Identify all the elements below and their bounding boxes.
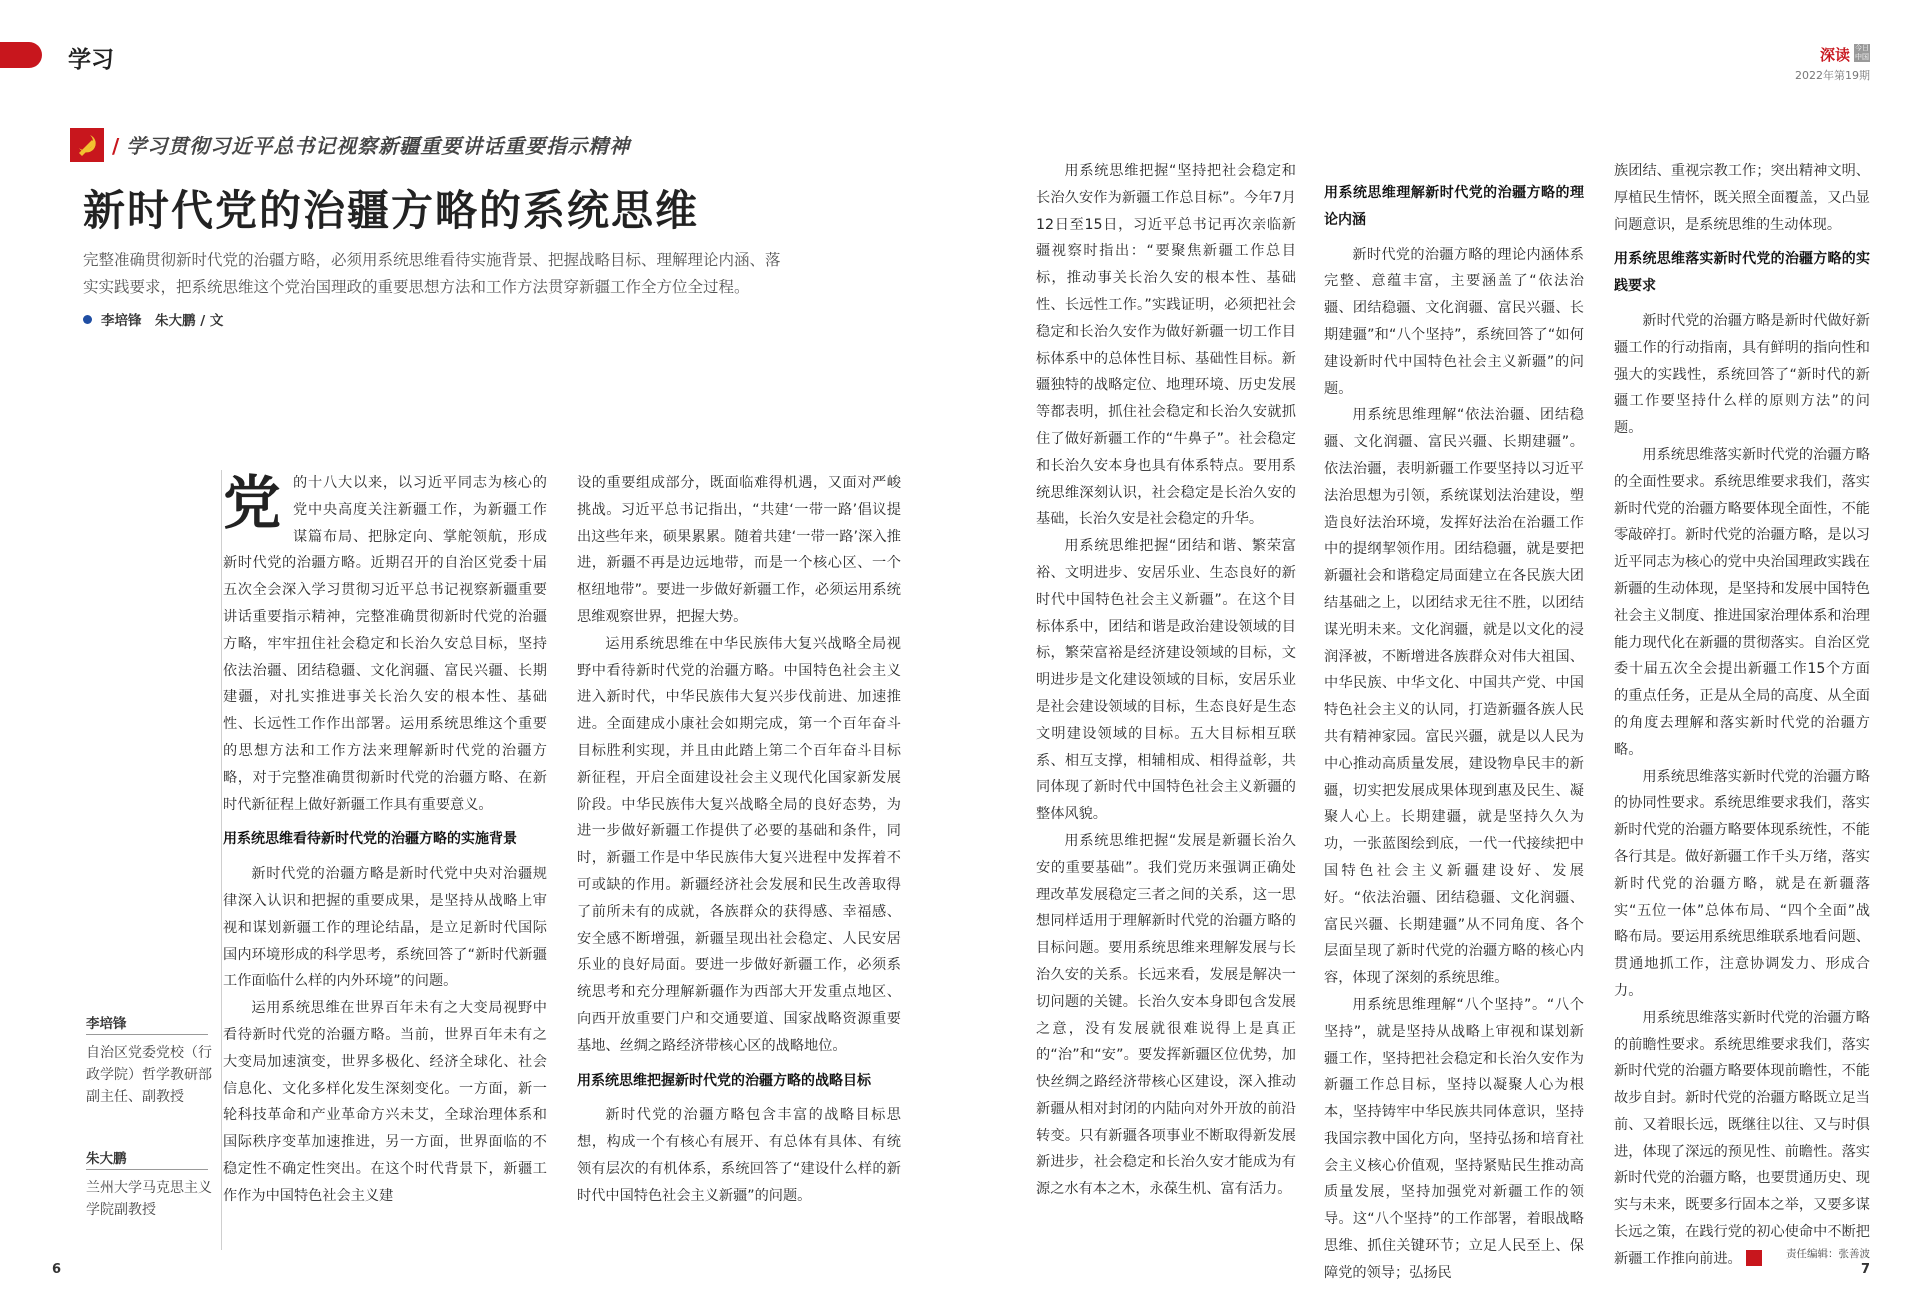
paragraph: 用系统思维把握“团结和谐、繁荣富裕、文明进步、安居乐业、生态良好的新时代中国特色社会主义新疆”。在这个目标体系中，团结和谐是政治建设领域的目标，繁荣富裕是经济建设领域的目标，文明进步是文化建设领域的目标，安居乐业是社会建设领域的目标，生态良好是生态文明建设领域的目标。五大目标相互联系、相互支撑，相辅相成、相得益彰，共同体现了新时代中国特色社会主义新疆的整体风貌。 [1036,538,1296,823]
column-brand: 深读 [1819,46,1850,64]
section-heading: 用系统思维看待新时代党的治疆方略的实施背景 [223,831,517,848]
section-tab-marker [0,42,42,68]
divider [86,1034,208,1035]
body-column-2 [577,470,901,1260]
paragraph: 用系统思维落实新时代党的治疆方略的前瞻性要求。系统思维要求我们，落实新时代党的治疆方略要体现前瞻性，不能故步自封。新时代党的治疆方略既立足当前、又着眼长远，既继往以往、又与时俱进，体现了深远的预见性、前瞻性。落实新时代党的治疆方略，也要贯通历史、现实与未来，既要多行固本之举，又要多谋长远之策，在践行党的初心使命中不断把新疆工作推向前进。 [1614,1009,1870,1267]
drop-cap: 党 [223,469,282,537]
body-column-3 [1036,158,1296,1268]
paragraph: 新时代党的治疆方略包含丰富的战略目标思想，构成一个有核心有展开、有总体有具体、有统领有层次的有机体系，系统回答了“建设什么样的新时代中国特色社会主义新疆”的问题。 [577,1107,901,1204]
issue-label: 2022年第19期 [1795,69,1870,82]
author-bio: 兰州大学马克思主义学院副教授 [86,1180,212,1218]
paragraph: 的十八大以来，以习近平同志为核心的党中央高度关注新疆工作，为新疆工作谋篇布局、把脉定向、掌舵领航，形成新时代党的治疆方略。近期召开的自治区党委十届五次全会深入学习贯彻习近平总书记视察新疆重要讲话重要指示精神，完整准确贯彻新时代党的治疆方略，牢牢扭住社会稳定和长治久安总目标，坚持依法治疆、团结稳疆、文化润疆、富民兴疆、长期建疆，对扎实推进事关长治久安的根本性、基础性、长远性工作作出部署。运用系统思维这个重要的思想方法和工作方法来理解新时代党的治疆方略，对于完整准确贯彻新时代党的治疆方略、在新时代新征程上做好新疆工作具有重要意义。 [223,475,547,813]
column-divider [221,470,222,1250]
byline-dot-icon [83,315,92,324]
paragraph: 用系统思维理解“依法治疆、团结稳疆、文化润疆、富民兴疆、长期建疆”。依法治疆，表明新疆工作要坚持以习近平法治思想为引领，系统谋划法治建设，塑造良好法治环境，发挥好法治在治疆工作中的提纲挈领作用。团结稳疆，就是要把新疆社会和谐稳定局面建立在各民族大团结基础之上，以团结求无往不胜，以团结谋光明未来。文化润疆，就是以文化的浸润泽被，不断增进各族群众对伟大祖国、中华民族、中华文化、中国共产党、中国特色社会主义的认同，打造新疆各族人民共有精神家园。富民兴疆，就是以人民为中心推动高质量发展，建设物阜民丰的新疆，切实把发展成果体现到惠及民生、凝聚人心上。长期建疆，就是坚持久久为功，一张蓝图绘到底，一代一代接续把中国特色社会主义新疆建设好、发展好。“依法治疆、团结稳疆、文化润疆、富民兴疆、长期建疆”从不同角度、各个层面呈现了新时代党的治疆方略的核心内容，体现了深刻的系统思维。 [1324,407,1584,987]
page-number-left: 6 [52,1262,62,1277]
paragraph: 设的重要组成部分，既面临难得机遇，又面对严峻挑战。习近平总书记指出，“共建‘一带一路’倡议提出这些年来，硕果累累。随着共建‘一带一路’深入推进，新疆不再是边远地带，而是一个核心区、一个枢纽地带”。要进一步做好新疆工作，必须运用系统思维观察世界，把握大势。 [577,475,901,625]
paragraph: 运用系统思维在世界百年未有之大变局视野中看待新时代党的治疆方略。当前，世界百年未有之大变局加速演变，世界多极化、经济全球化、社会信息化、文化多样化发生深刻变化。一方面，新一轮科技革命和产业革命方兴未艾，全球治理体系和国际秩序变革加速推进，另一方面，世界面临的不稳定性不确定性突出。在这个时代背景下，新疆工作作为中国特色社会主义建 [223,1000,547,1204]
section-label: 学习 [68,47,114,73]
author-bio: 自治区党委党校（行政学院）哲学教研部副主任、副教授 [86,1045,212,1105]
paragraph: 用系统思维把握“发展是新疆长治久安的重要基础”。我们党历来强调正确处理改革发展稳定三者之间的关系，这一思想同样适用于理解新时代党的治疆方略的目标问题。要用系统思维来理解发展与长治久安的关系。长远来看，发展是解决一切问题的关键。长治久安本身即包含发展之意，没有发展就很难说得上是真正的“治”和“安”。要发挥新疆区位优势，加快丝绸之路经济带核心区建设，深入推动新疆从相对封闭的内陆向对外开放的前沿转变。只有新疆各项事业不断取得新发展新进步，社会稳定和长治久安才能成为有源之水有本之木，永葆生机、富有活力。 [1036,832,1296,1198]
section-heading: 用系统思维落实新时代党的治疆方略的实践要求 [1614,251,1870,295]
paragraph: 新时代党的治疆方略是新时代做好新疆工作的行动指南，具有鲜明的指向性和强大的实践性，系统回答了“新时代的新疆工作要坚持什么样的原则方法”的问题。 [1614,312,1870,437]
end-mark-icon [1746,1250,1762,1266]
paragraph: 族团结、重视宗教工作；突出精神文明、厚植民生情怀，既关照全面覆盖，又凸显问题意识，是系统思维的生动体现。 [1614,163,1870,233]
section-heading: 用系统思维把握新时代党的治疆方略的战略目标 [577,1072,871,1089]
editor-credit: 责任编辑：张善波 [1786,1248,1870,1260]
paragraph: 用系统思维把握“坚持把社会稳定和长治久安作为新疆工作总目标”。今年7月12日至15日，习近平总书记再次亲临新疆视察时指出：“要聚焦新疆工作总目标，推动事关长治久安的根本性、基础性、长远性工作。”实践证明，必须把社会稳定和长治久安作为做好新疆一切工作目标体系中的总体性目标、基础性目标。新疆独特的战略定位、地理环境、历史发展等都表明，抓住社会稳定和长治久安就抓住了做好新疆工作的“牛鼻子”。社会稳定和长治久安本身也具有体系特点。要用系统思维深刻认识，社会稳定是长治久安的基础，长治久安是社会稳定的升华。 [1036,163,1296,528]
divider [86,1169,208,1170]
paragraph: 用系统思维落实新时代党的治疆方略的协同性要求。系统思维要求我们，落实新时代党的治疆方略要体现系统性，不能各行其是。做好新疆工作千头万绪，落实新时代党的治疆方略，就是在新疆落实“五位一体”总体布局、“四个全面”战略布局。要运用系统思维联系地看问题、贯通地抓工作，注意协调发力、形成合力。 [1614,768,1870,999]
page-number-right: 7 [1860,1262,1870,1277]
section-heading: 用系统思维理解新时代党的治疆方略的理论内涵 [1324,185,1584,228]
paragraph: 新时代党的治疆方略是新时代党中央对治疆规律深入认识和把握的重要成果，是坚持从战略上审视和谋划新疆工作的理论结晶，是立足新时代国际国内环境形成的科学思考，系统回答了“新时代新疆工作面临什么样的内外环境”的问题。 [223,866,547,990]
paragraph: 新时代党的治疆方略的理论内涵体系完整、意蕴丰富，主要涵盖了“依法治疆、团结稳疆、文化润疆、富民兴疆、长期建疆”和“八个坚持”，系统回答了“如何建设新时代中国特色社会主义新疆”的问题。 [1324,246,1584,397]
paragraph: 用系统思维理解“八个坚持”。“八个坚持”，就是坚持从战略上审视和谋划新疆工作，坚持把社会稳定和长治久安作为新疆工作总目标，坚持以凝聚人心为根本，坚持铸牢中华民族共同体意识，坚持我国宗教中国化方向，坚持弘扬和培育社会主义核心价值观，坚持紧贴民生推动高质量发展，坚持加强党对新疆工作的领导。这“八个坚持”的工作部署，着眼战略思维、抓住关键环节；立足人民至上、保障党的领导；弘扬民 [1324,996,1584,1281]
author-name: 朱大鹏 [86,1151,127,1167]
party-emblem-icon [70,128,104,162]
magazine-header [1795,44,1870,83]
body-column-4 [1324,172,1584,1281]
magazine-badge: 今日中国 [1855,44,1869,61]
article-title: 新时代党的治疆方略的系统思维 [83,186,700,235]
author-name: 李培锋 [86,1016,127,1032]
paragraph: 运用系统思维在中华民族伟大复兴战略全局视野中看待新时代党的治疆方略。中国特色社会主义进入新时代，中华民族伟大复兴步伐前进、加速推进。全面建成小康社会如期完成，第一个百年奋斗目标胜利实现，并且由此踏上第二个百年奋斗目标新征程，开启全面建设社会主义现代化国家新发展阶段。中华民族伟大复兴战略全局的良好态势，为进一步做好新疆工作提供了必要的基础和条件，同时，新疆工作是中华民族伟大复兴进程中发挥着不可或缺的作用。新疆经济社会发展和民生改善取得了前所未有的成就，各族群众的获得感、幸福感、安全感不断增强，新疆呈现出社会稳定、人民安居乐业的良好局面。要进一步做好新疆工作，必须系统思考和充分理解新疆作为西部大开发重点地区、向西开放重要门户和交通要道、国家战略资源重要基地、丝绸之路经济带核心区的战略地位。 [577,635,901,1054]
byline: 李培锋 朱大鹏 / 文 [83,309,223,329]
series-title: / 学习贯彻习近平总书记视察新疆重要讲话重要指示精神 [112,134,631,158]
body-column-1 [223,470,547,1260]
body-column-5 [1614,158,1870,1268]
paragraph: 用系统思维落实新时代党的治疆方略的全面性要求。系统思维要求我们，落实新时代党的治疆方略要体现全面性，不能零敲碎打。新时代党的治疆方略，是以习近平同志为核心的党中央治国理政实践在新疆的生动体现，是坚持和发展中国特色社会主义制度、推进国家治理体系和治理能力现代化在新疆的贯彻落实。自治区党委十届五次全会提出新疆工作15个方面的重点任务，正是从全局的高度、从全面的角度去理解和落实新时代党的治疆方略。 [1614,446,1870,758]
article-lead: 完整准确贯彻新时代党的治疆方略，必须用系统思维看待实施背景、把握战略目标、理解理论内涵、落实实践要求，把系统思维这个党治国理政的重要思想方法和工作方法贯穿新疆工作全方位全过程。 [83,251,781,296]
